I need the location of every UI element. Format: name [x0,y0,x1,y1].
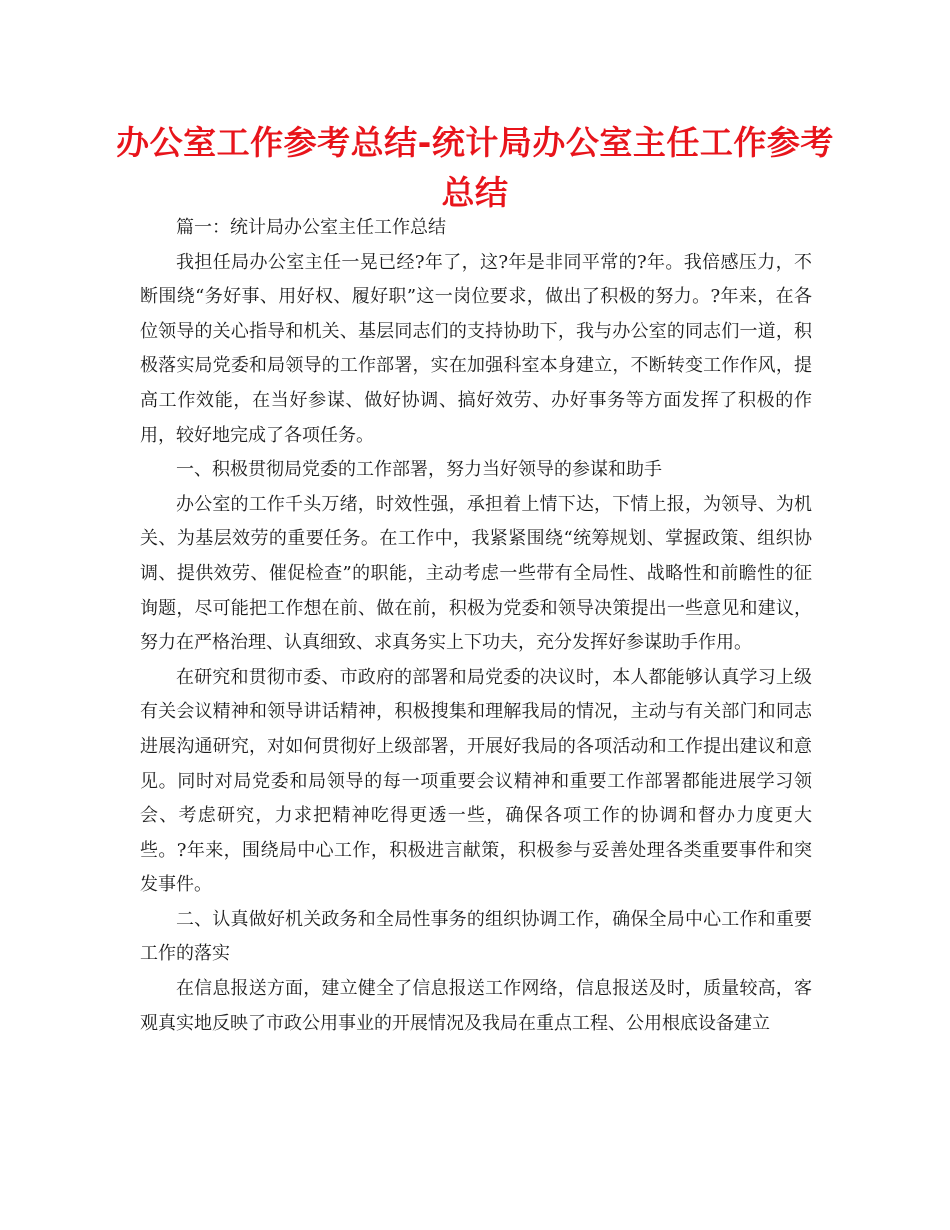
paragraph-intro: 我担任局办公室主任一晃已经?年了，这?年是非同平常的?年。我倍感压力，不断围绕“务好事、用好权、履好职”这一岗位要求，做出了积极的努力。?年来，在各位领导的关心指导和机关、基层同志们的支持协助下，我与办公室的同志们一道，积极落实局党委和局领导的工作部署，实在加强科室本身建立，不断转变工作作风，提高工作效能，在当好参谋、做好协调、搞好效劳、办好事务等方面发挥了积极的作用，较好地完成了各项任务。 [140,251,812,446]
document-body [140,211,812,1041]
paragraph-office-duties: 办公室的工作千头万绪，时效性强，承担着上情下达，下情上报，为领导、为机关、为基层效劳的重要任务。在工作中，我紧紧围绕“统筹规划、掌握政策、组织协调、提供效劳、催促检查”的职能，主动考虑一些带有全局性、战略性和前瞻性的征询题，尽可能把工作想在前、做在前，积极为党委和领导决策提出一些意见和建议，努力在严格治理、认真细致、求真务实上下功夫，充分发挥好参谋助手作用。 [140,493,812,654]
paragraph-information-reporting: 在信息报送方面，建立健全了信息报送工作网络，信息报送及时，质量较高，客观真实地反映了市政公用事业的开展情况及我局在重点工程、公用根底设备建立 [140,978,812,1034]
section-heading-part-one: 篇一：统计局办公室主任工作总结 [176,217,446,238]
section-heading-one: 一、积极贯彻局党委的工作部署，努力当好领导的参谋和助手 [176,459,662,481]
section-heading-two: 二、认真做好机关政务和全局性事务的组织协调工作，确保全局中心工作和重要工作的落实 [140,908,812,965]
document-title: 办公室工作参考总结-统计局办公室主任工作参考总结 [116,123,834,212]
paragraph-research-implementation: 在研究和贯彻市委、市政府的部署和局党委的决议时，本人都能够认真学习上级有关会议精神和领导讲话精神，积极搜集和理解我局的情况，主动与有关部门和同志进展沟通研究，对如何贯彻好上级部署，开展好我局的各项活动和工作提出建议和意见。同时对局党委和局领导的每一项重要会议精神和重要工作部署都能进展学习领会、考虑研究，力求把精神吃得更透一些，确保各项工作的协调和督办力度更大些。?年来，围绕局中心工作，积极进言献策，积极参与妥善处理各类重要事件和突发事件。 [140,666,812,896]
